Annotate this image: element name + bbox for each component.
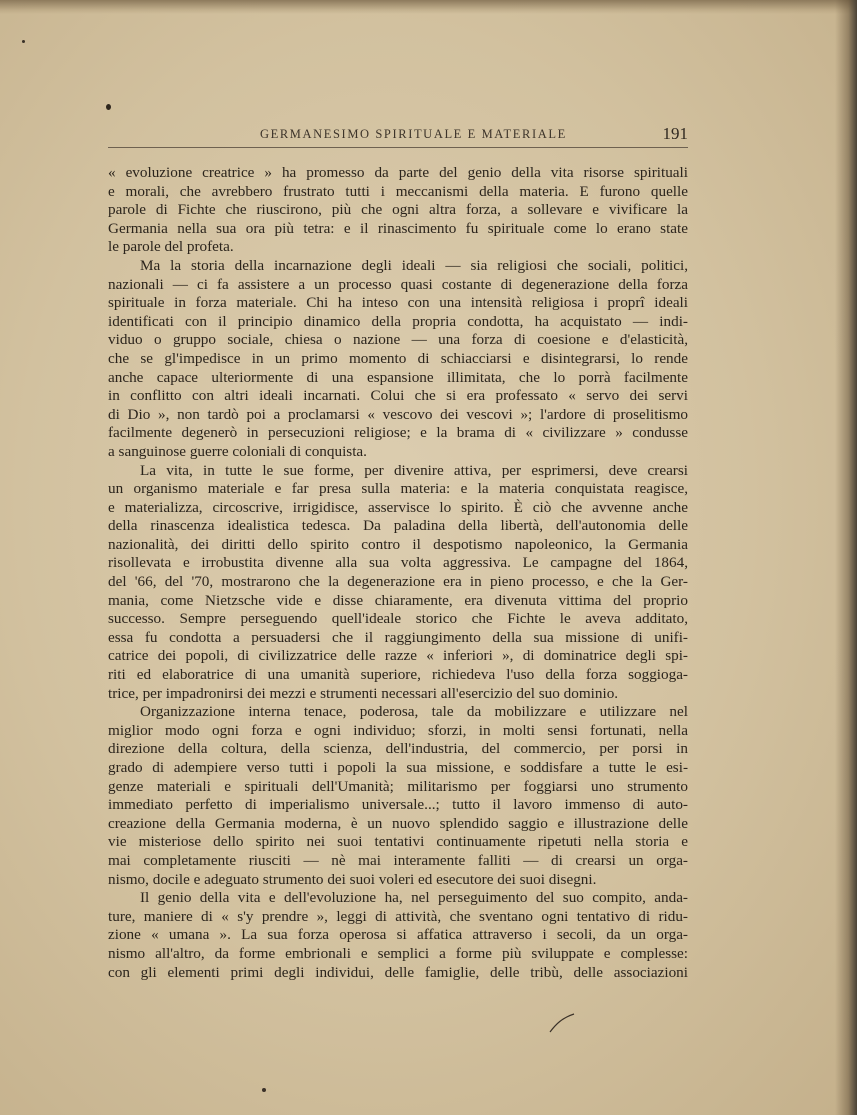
- text-line: nismo all'altro, da forme embrionali e semplici a forme più sviluppate e complesse:: [108, 944, 688, 962]
- header-rule: [108, 147, 688, 148]
- text-line: Organizzazione interna tenace, poderosa, tale da mobilizzare e utilizzare nel: [140, 703, 688, 721]
- text-line: direzione della coltura, della scienza, dell'industria, del commercio, per porsi in: [108, 740, 688, 758]
- text-line: a sanguinose guerre coloniali di conquista.: [108, 442, 367, 460]
- text-line: miglior modo ogni forza e ogni individuo; sforzi, in molti sensi fortunati, nella: [108, 721, 688, 739]
- text-line: La vita, in tutte le sue forme, per divenire attiva, per esprimersi, deve crearsi: [140, 461, 688, 479]
- text-line: del '66, del '70, mostrarono che la degenerazione era in pieno processo, e che la Ger-: [108, 573, 688, 591]
- text-line: che se gl'impedisce in un primo momento di schiacciarsi e disintegrarsi, lo rende: [108, 349, 688, 367]
- text-line: essa fu condotta a persuadersi che il raggiungimento della sua missione di unifi-: [108, 628, 688, 646]
- text-line: riti ed elaboratrice di una umanità superiore, richiedeva l'uso della forza soggioga-: [108, 666, 688, 684]
- text-line: risollevata e irrobustita divenne alla sua volta aggressiva. Le campagne del 1864,: [108, 554, 688, 572]
- text-line: successo. Sempre perseguendo quell'ideale storico che Fichte le aveva additato,: [108, 610, 688, 628]
- text-line: trice, per impadronirsi dei mezzi e strumenti necessari all'esercizio del suo dominio.: [108, 684, 619, 702]
- text-line: catrice dei popoli, di civilizzatrice delle razze « inferiori », di dominatrice degli spi-: [108, 647, 688, 665]
- page-top-edge: [0, 0, 857, 14]
- text-line: un organismo materiale e far presa sulla materia: e la materia conquistata reagisce,: [108, 480, 688, 498]
- text-line: nazionali — ci fa assistere a un processo quasi costante di degenerazione della forza: [108, 275, 688, 293]
- ink-speck: [106, 104, 111, 110]
- text-line: in conflitto con altri ideali incarnati. Colui che si era professato « servo dei servi: [108, 387, 688, 405]
- text-line: Ma la storia della incarnazione degli ideali — sia religiosi che sociali, politici,: [140, 256, 688, 274]
- text-line: « evoluzione creatrice » ha promesso da parte del genio della vita risorse spirituali: [108, 164, 688, 181]
- body-text: [108, 164, 688, 982]
- text-line: nazionalità, dei diritti dello spirito contro il despotismo napoleonico, la Germania: [108, 535, 688, 553]
- running-head: [108, 124, 688, 146]
- text-line: identificati con il principio dinamico della propria condotta, ha acquistato — indi-: [108, 312, 688, 330]
- text-line: spirituale in forza materiale. Chi ha inteso con una intensità religiosa i proprî ideali: [108, 294, 688, 312]
- text-line: nismo, docile e adeguato strumento dei suoi voleri ed esecutore dei suoi disegni.: [108, 870, 597, 888]
- text-line: anche capace ulteriormente di una espansione illimitata, che lo porrà facilmente: [108, 368, 688, 386]
- text-line: e morali, che avrebbero frustrato tutti i meccanismi della materia. E furono quelle: [108, 182, 688, 200]
- text-line: ture, maniere di « s'y prendre », leggi di attività, che sventano ogni tentativo di ridu-: [108, 907, 688, 925]
- text-line: e materializza, circoscrive, irrigidisce, asservisce lo spirito. È ciò che avvenne anche: [108, 498, 688, 516]
- text-line: creazione della Germania moderna, è un nuovo splendido saggio e illustrazione delle: [108, 814, 688, 832]
- text-line: parole di Fichte che riuscirono, più che ogni altra forza, a sollevare e vivificare la: [108, 201, 688, 219]
- running-head-title: GERMANESIMO SPIRITUALE E MATERIALE: [260, 127, 567, 141]
- ink-speck: [262, 1088, 266, 1092]
- text-line: viduo o gruppo sociale, chiesa o nazione — una forza di coesione e d'elasticità,: [108, 331, 688, 349]
- text-line: con gli elementi primi degli individui, delle famiglie, delle tribù, delle associazioni: [108, 963, 688, 981]
- text-line: zione « umana ». La sua forza operosa si affatica attraverso i secoli, da un orga-: [108, 926, 688, 944]
- pen-mark: [548, 1012, 576, 1034]
- text-line: Germania nella sua ora più tetra: e il rinascimento fu spirituale come lo erano state: [108, 219, 688, 237]
- text-line: facilmente degenerò in persecuzioni religiose; e la brama di « civilizzare » condusse: [108, 424, 688, 442]
- text-line: vie misteriose dello spirito nei suoi tentativi continuamente ripetuti nella storia e: [108, 833, 688, 851]
- page-right-edge: [835, 0, 857, 1115]
- page-number: 191: [662, 124, 688, 143]
- text-line: mai completamente riusciti — nè mai interamente falliti — di crearsi un orga-: [108, 851, 688, 869]
- text-line: di Dio », non tardò poi a proclamarsi « vescovo dei vescovi »; l'ardore di proselitismo: [108, 405, 688, 423]
- text-line: Il genio della vita e dell'evoluzione ha, nel perseguimento del suo compito, anda-: [140, 889, 688, 907]
- text-line: mania, come Nietzsche vide e disse chiaramente, era divenuta vittima del proprio: [108, 591, 688, 609]
- text-line: genze materiali e spirituali dell'Umanità; militarismo per foggiarsi uno strumento: [108, 777, 688, 795]
- ink-speck: [22, 40, 25, 43]
- text-line: immediato perfetto di imperialismo universale...; tutto il lavoro immenso di auto-: [108, 796, 688, 814]
- text-line: le parole del profeta.: [108, 238, 234, 256]
- text-line: grado di adempiere verso tutti i popoli la sua missione, e soddisfare a tutte le esi-: [108, 759, 688, 776]
- text-line: della rinascenza idealistica tedesca. Da paladina della libertà, dell'autonomia delle: [108, 517, 688, 535]
